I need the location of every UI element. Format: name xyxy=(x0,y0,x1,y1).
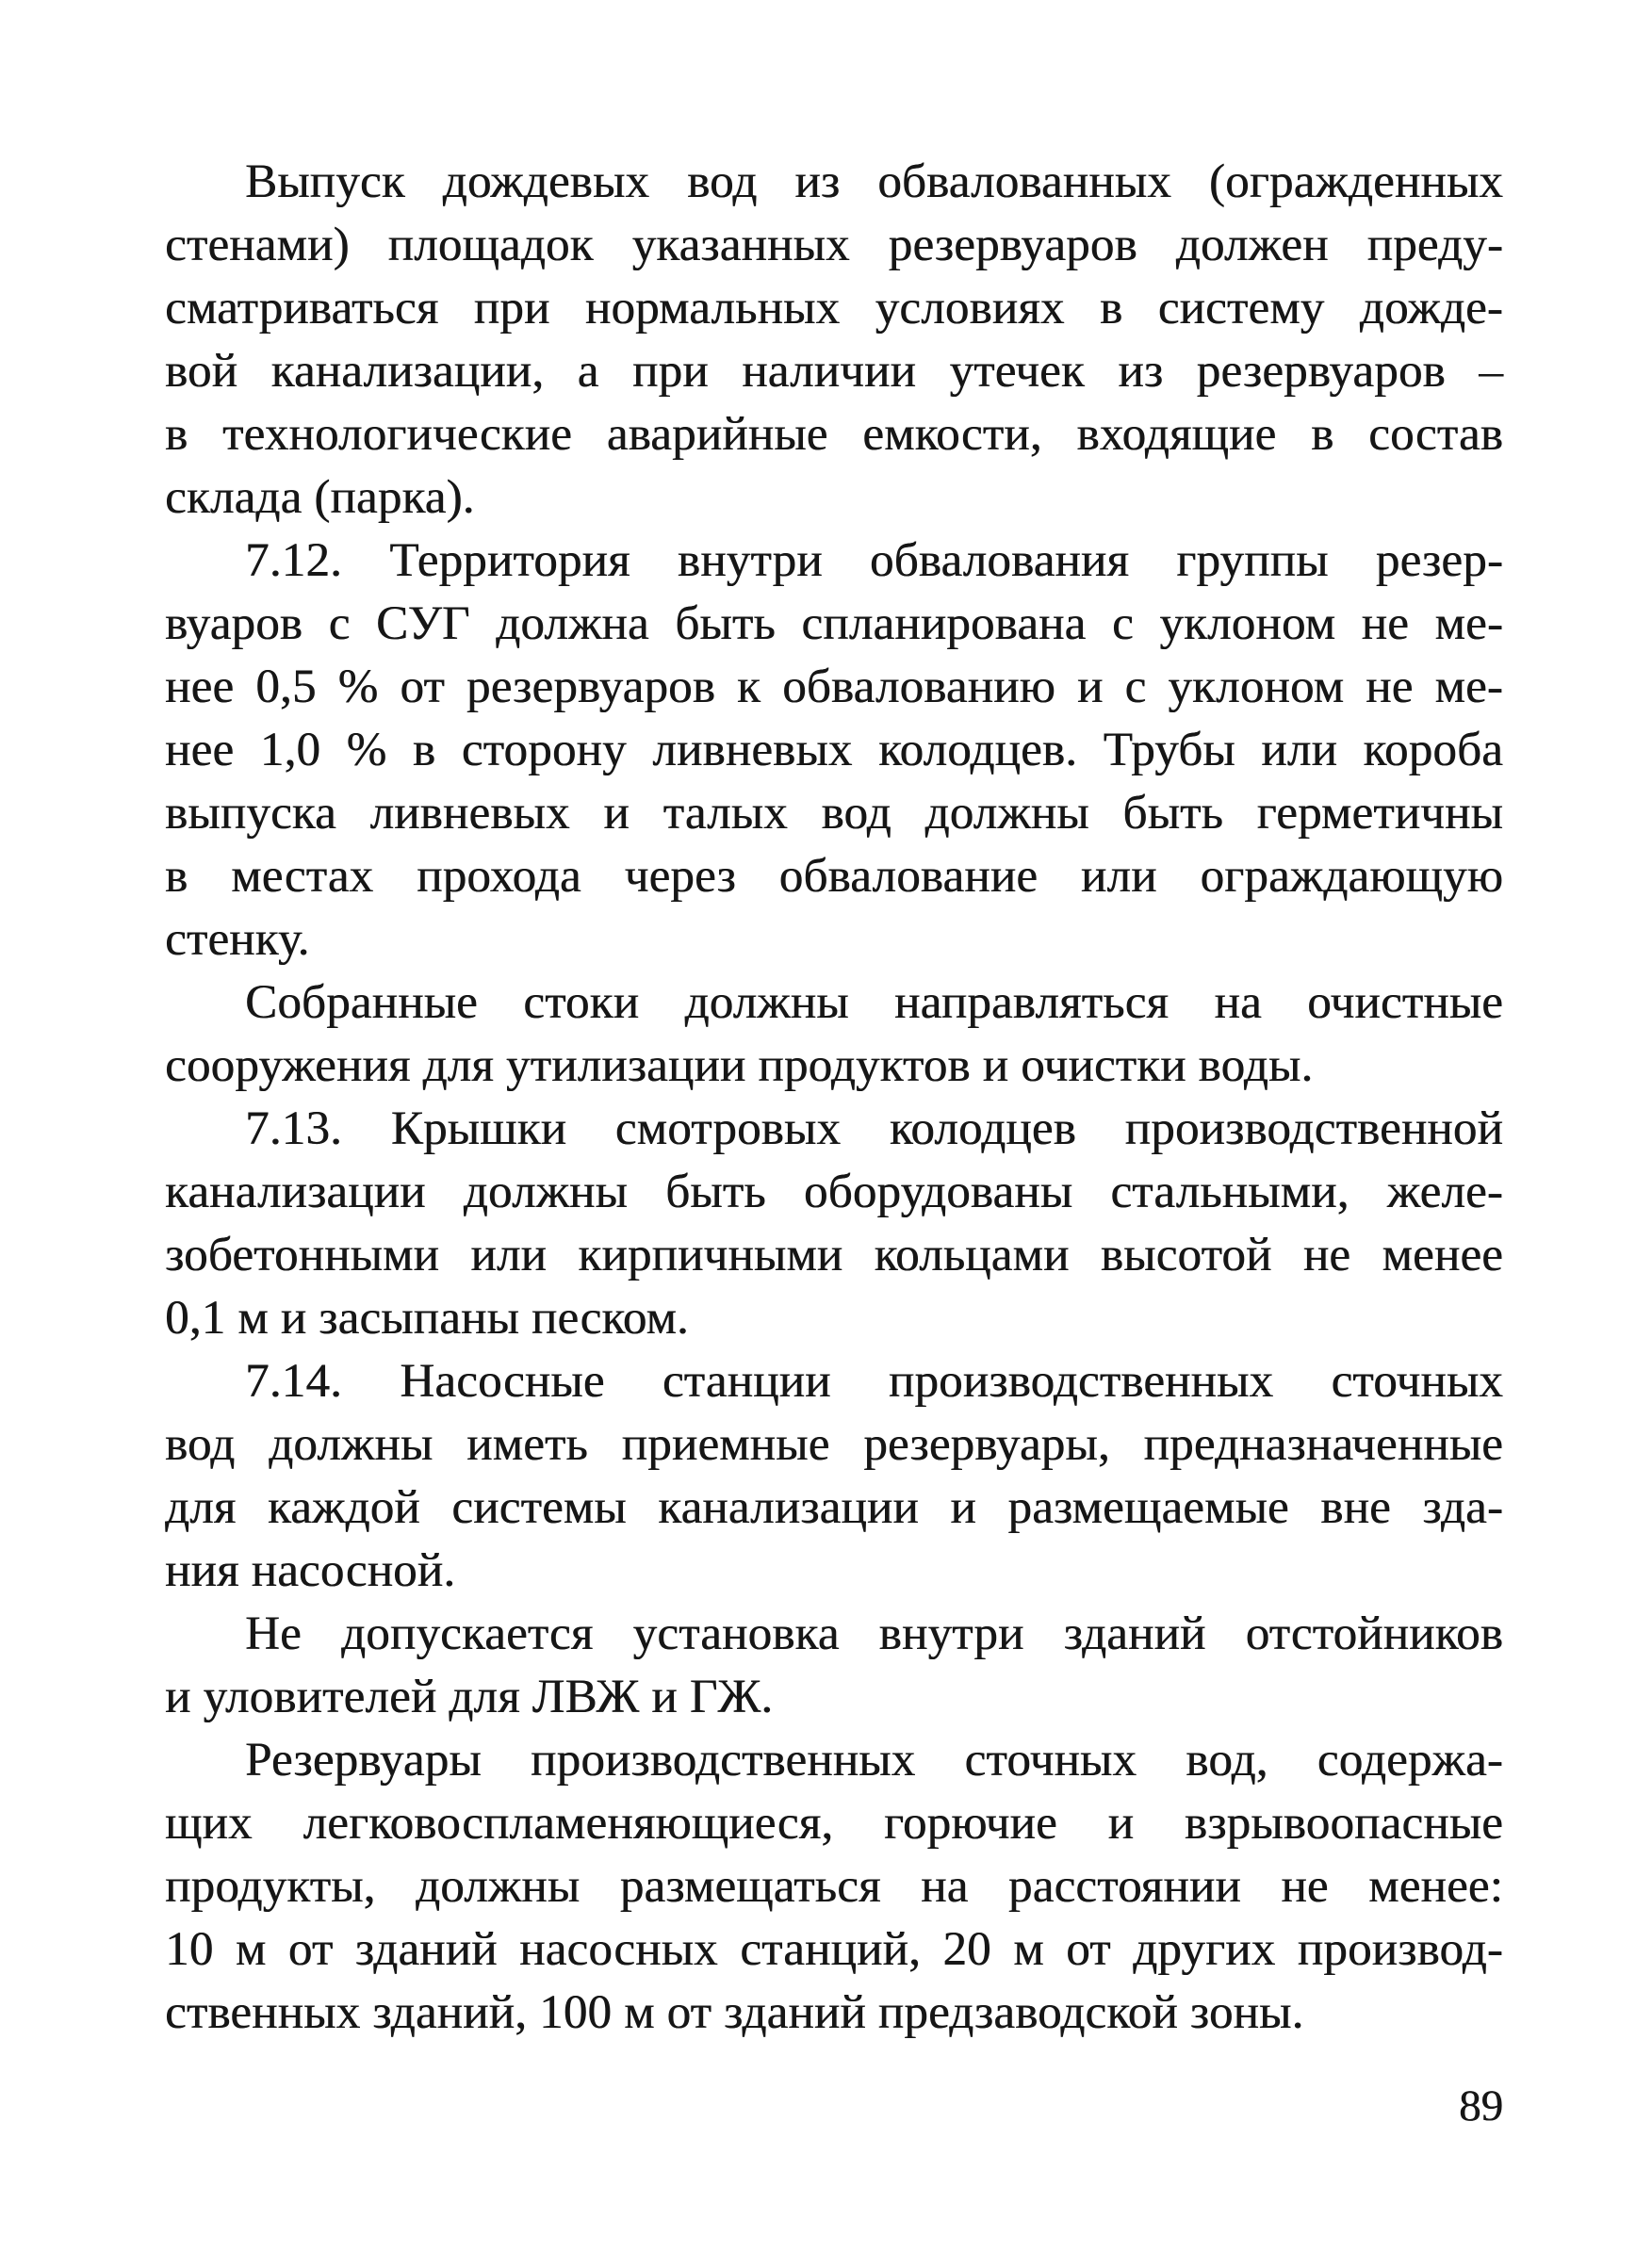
text-line: сматриваться при нормальных условиях в систему дожде- xyxy=(165,282,1503,335)
paragraph xyxy=(165,151,1503,530)
text-line: сооружения для утилизации продуктов и очистки воды. xyxy=(165,1039,1314,1092)
text-line: ственных зданий, 100 м от зданий предзаводской зоны. xyxy=(165,1986,1304,2039)
text-line: 0,1 м и засыпаны песком. xyxy=(165,1292,689,1345)
text-line: Собранные стоки должны направляться на очистные xyxy=(245,976,1503,1029)
text-line: и уловителей для ЛВЖ и ГЖ. xyxy=(165,1671,774,1723)
page-number: 89 xyxy=(1459,2081,1503,2130)
text-line: щих легковоспламеняющиеся, горючие и взрывоопасные xyxy=(165,1797,1503,1850)
paragraph xyxy=(165,530,1503,971)
text-line: ния насосной. xyxy=(165,1544,456,1597)
text-line: Резервуары производственных сточных вод, содержа- xyxy=(245,1734,1503,1787)
text-line: 7.13. Крышки смотровых колодцев производственной xyxy=(245,1102,1503,1155)
text-line: 7.14. Насосные станции производственных сточных xyxy=(245,1355,1503,1408)
text-block xyxy=(165,151,1503,2045)
paragraph xyxy=(165,971,1503,1098)
text-line: вуаров с СУГ должна быть спланирована с уклоном не ме- xyxy=(165,597,1503,650)
text-line: продукты, должны размещаться на расстоянии не менее: xyxy=(165,1860,1503,1913)
text-line: нее 0,5 % от резервуаров к обвалованию и с уклоном не ме- xyxy=(165,661,1503,713)
text-line: 7.12. Территория внутри обвалования группы резер- xyxy=(245,534,1503,587)
text-line: в местах прохода через обвалование или ограждающую xyxy=(165,850,1503,903)
paragraphs xyxy=(165,151,1503,2045)
text-line: канализации должны быть оборудованы стальными, желе- xyxy=(165,1166,1503,1218)
text-line: нее 1,0 % в сторону ливневых колодцев. Трубы или короба xyxy=(165,724,1503,776)
text-line: вой канализации, а при наличии утечек из резервуаров – xyxy=(165,345,1503,398)
paragraph xyxy=(165,1729,1503,2045)
text-line: 10 м от зданий насосных станций, 20 м от других производ- xyxy=(165,1923,1503,1976)
text-line: стенами) площадок указанных резервуаров должен преду- xyxy=(165,219,1503,271)
paragraph xyxy=(165,1350,1503,1603)
text-line: вод должны иметь приемные резервуары, предназначенные xyxy=(165,1418,1503,1471)
text-line: склада (парка). xyxy=(165,471,475,524)
text-line: стенку. xyxy=(165,913,310,966)
text-line: зобетонными или кирпичными кольцами высотой не менее xyxy=(165,1229,1503,1281)
text-line: Не допускается установка внутри зданий отстойников xyxy=(245,1607,1503,1660)
text-line: выпуска ливневых и талых вод должны быть герметичны xyxy=(165,787,1503,840)
text-line: Выпуск дождевых вод из обвалованных (огражденных xyxy=(245,155,1503,208)
text-line: для каждой системы канализации и размещаемые вне зда- xyxy=(165,1481,1503,1534)
text-line: в технологические аварийные емкости, входящие в состав xyxy=(165,408,1503,461)
paragraph xyxy=(165,1098,1503,1350)
paragraph xyxy=(165,1603,1503,1729)
